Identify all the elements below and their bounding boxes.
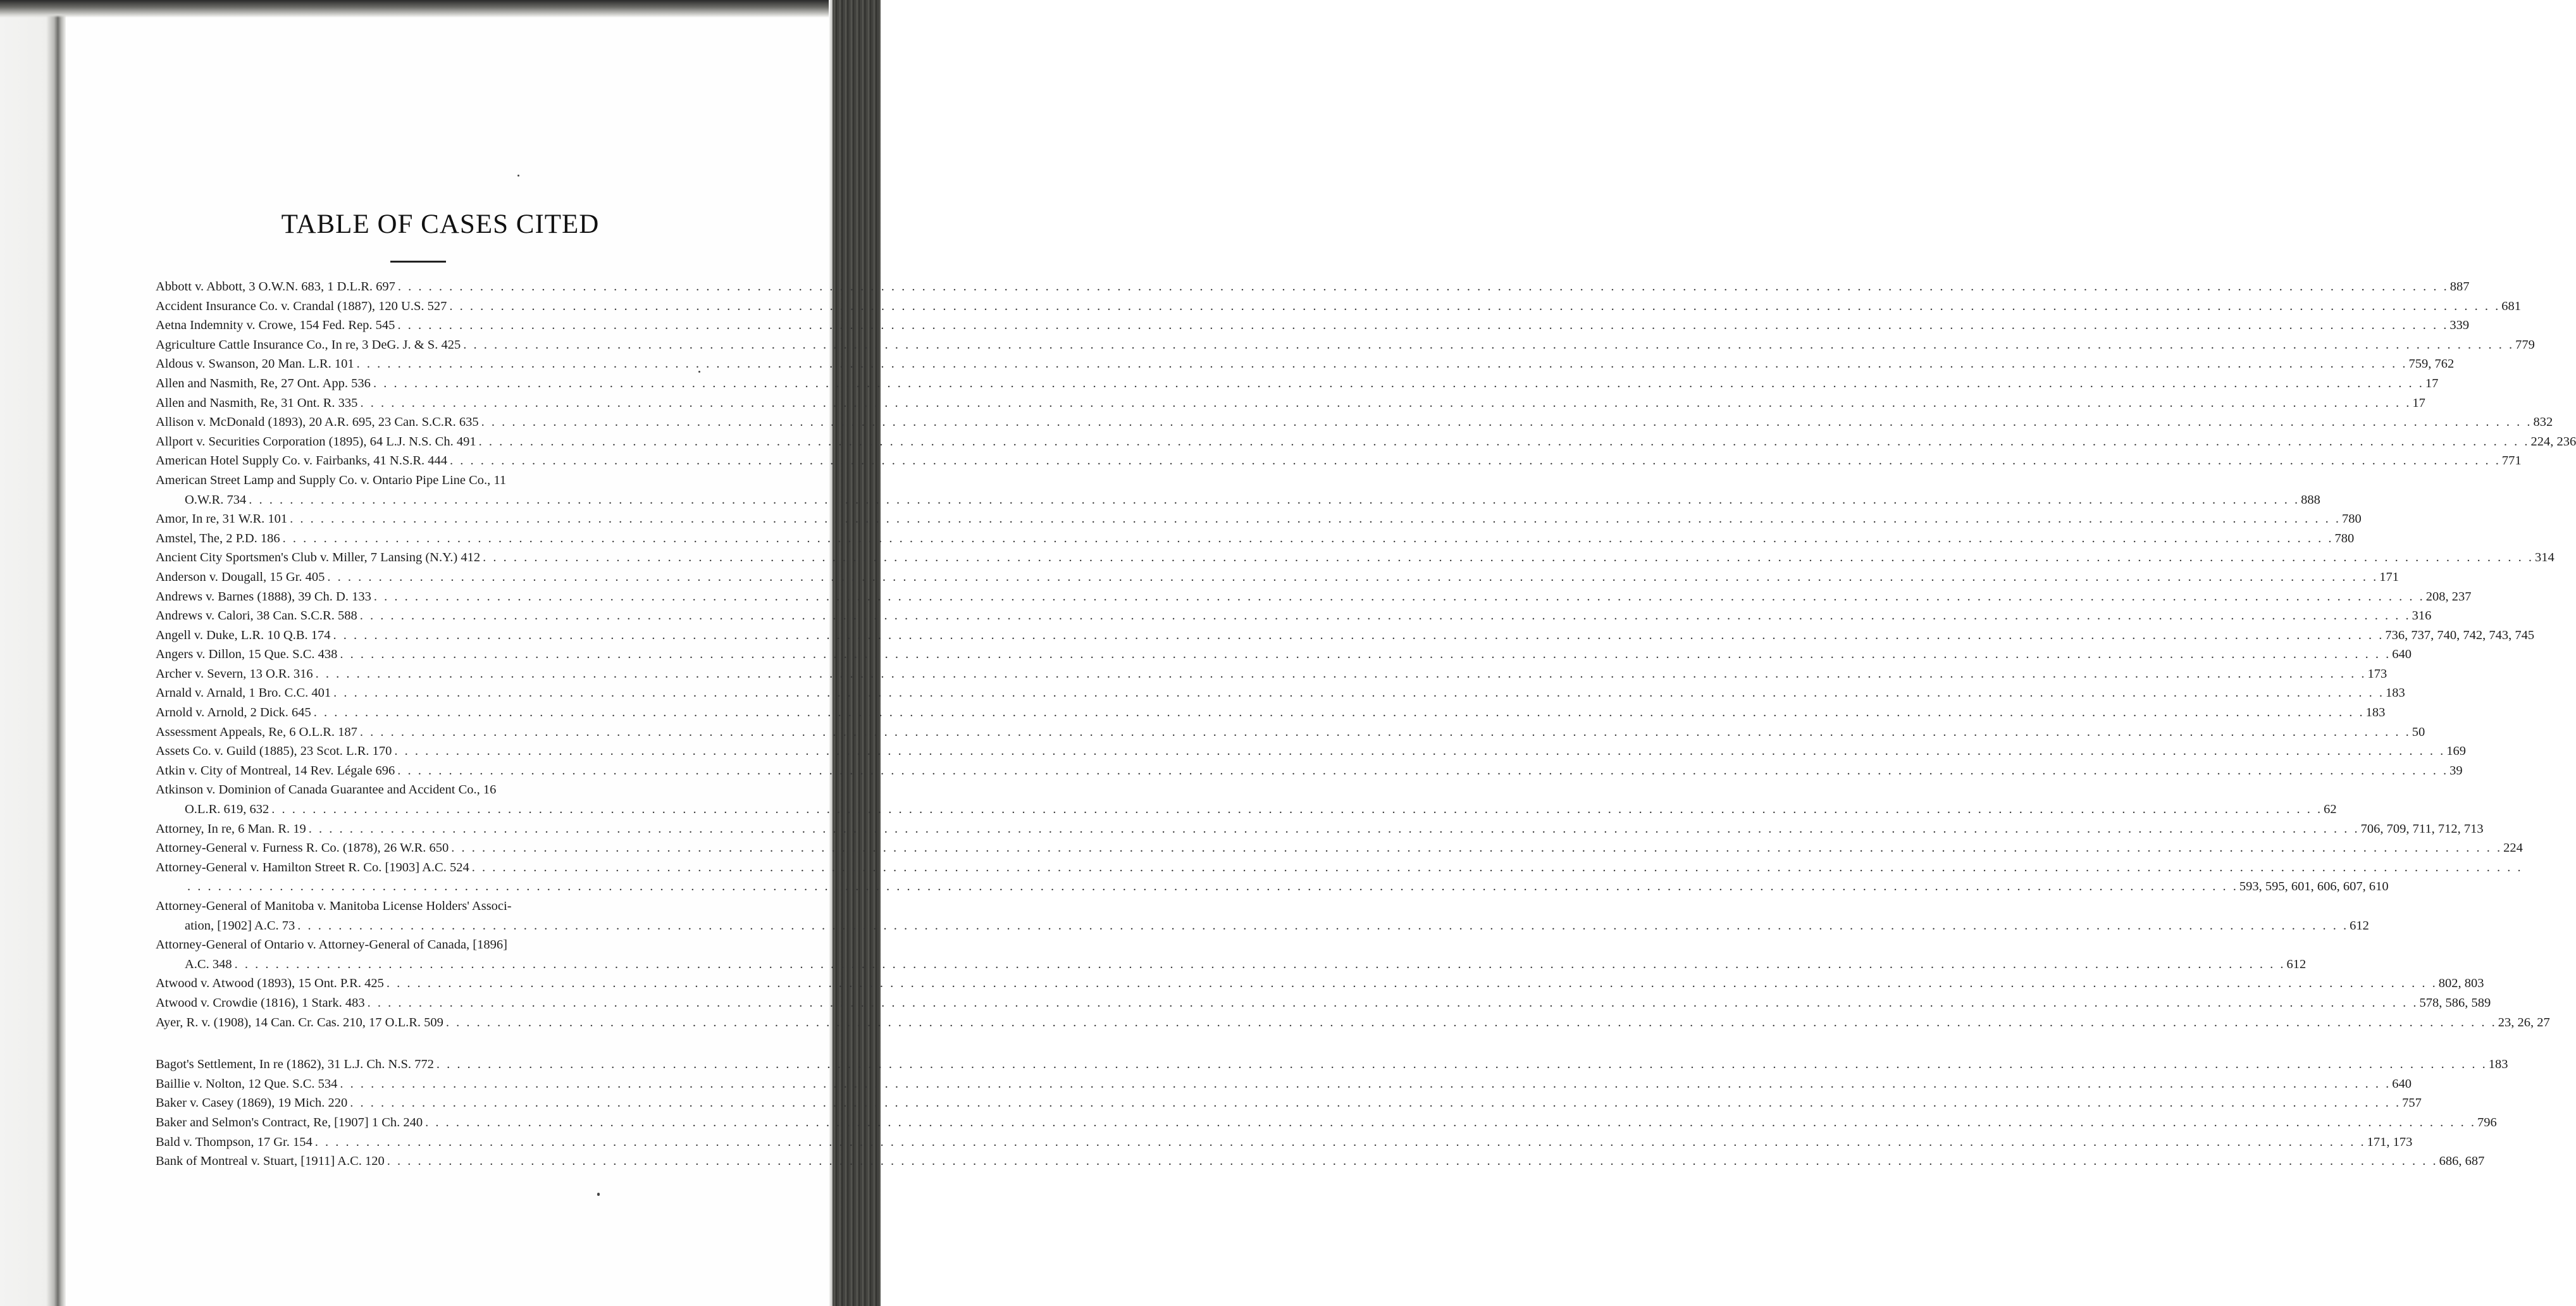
case-entry	[156, 780, 685, 800]
case-name: Attorney-General of Ontario v. Attorney-General of Canada, [1896]	[156, 938, 507, 952]
page-numbers: 736, 737, 740, 742, 743, 745	[2385, 628, 2535, 642]
case-entry	[156, 645, 2412, 664]
page-numbers: 796	[2477, 1115, 2497, 1129]
leader-dots: . . . . . . . . . . . . . . . . . . . . . . . . . . . . . . . . . . . . . . . . . . . . . . . . . . . . . . . . . . . . . . . . . . . . . . . . . . . . . . . . . . . . . . . . . . . . . . . . . . . . . . . . . . . . . . . . . . . . . . . . . . . . . . . . . . . . . . . . . . . . . . . . . . . . . . . . . . . . . . . . . . . . . . . . . . . . . . . . . . . . . . . . . . . . . . . . . . . . . . . .	[471, 860, 2523, 874]
case-entry	[156, 1074, 2412, 1094]
leader-dots: . . . . . . . . . . . . . . . . . . . . . . . . . . . . . . . . . . . . . . . . . . . . . . . . . . . . . . . . . . . . . . . . . . . . . . . . . . . . . . . . . . . . . . . . . . . . . . . . . . . . . . . . . . . . . . . . . . . . . . . . . . . . . . . . . . . . . . . . . . . . . . . . . . . . . . . . . . . . . . . . . . . . . . . . . . . . . . . . . . . . . . . . . . . . . . . . . . . . . . . .	[386, 976, 2437, 991]
page-numbers: 612	[2286, 957, 2307, 971]
page-numbers: 640	[2392, 1076, 2412, 1091]
case-name: Attorney, In re, 6 Man. R. 19	[156, 821, 306, 836]
case-entry	[156, 819, 2484, 839]
case-entry	[156, 683, 2405, 703]
page-numbers: 23, 26, 27	[2498, 1015, 2550, 1029]
leader-dots: . . . . . . . . . . . . . . . . . . . . . . . . . . . . . . . . . . . . . . . . . . . . . . . . . . . . . . . . . . . . . . . . . . . . . . . . . . . . . . . . . . . . . . . . . . . . . . . . . . . . . . . . . . . . . . . . . . . . . . . . . . . . . . . . . . . . . . . . . . . . . . . . . . . . . . . . . . . . . . . . . . . . . . . . . . . . . . . . . . . . . . . . . . . . . . . . . . . . . . . .	[187, 880, 2238, 894]
leader-dots: . . . . . . . . . . . . . . . . . . . . . . . . . . . . . . . . . . . . . . . . . . . . . . . . . . . . . . . . . . . . . . . . . . . . . . . . . . . . . . . . . . . . . . . . . . . . . . . . . . . . . . . . . . . . . . . . . . . . . . . . . . . . . . . . . . . . . . . . . . . . . . . . . . . . . . . . . . . . . . . . . . . . . . . . . . . . . . . . . . . . . . . . . . . . . . . . . . . . . . . .	[333, 628, 2384, 642]
case-entry	[156, 916, 2369, 936]
case-name: Atkinson v. Dominion of Canada Guarantee and Accident Co., 16	[156, 783, 497, 797]
leader-dots: . . . . . . . . . . . . . . . . . . . . . . . . . . . . . . . . . . . . . . . . . . . . . . . . . . . . . . . . . . . . . . . . . . . . . . . . . . . . . . . . . . . . . . . . . . . . . . . . . . . . . . . . . . . . . . . . . . . . . . . . . . . . . . . . . . . . . . . . . . . . . . . . . . . . . . . . . . . . . . . . . . . . . . . . . . . . . . . . . . . . . . . . . . . . . . . . . . . . . . . .	[313, 706, 2365, 720]
case-name: Attorney-General v. Furness R. Co. (1878), 26 W.R. 650	[156, 841, 449, 855]
case-name: Andrews v. Calori, 38 Can. S.C.R. 588	[156, 609, 357, 623]
title-rule	[390, 261, 446, 263]
page-numbers: 314	[2534, 550, 2554, 565]
case-name: A.C. 348	[185, 957, 232, 971]
case-name: Aetna Indemnity v. Crowe, 154 Fed. Rep. 545	[156, 318, 395, 333]
page-numbers: 17	[2425, 376, 2439, 390]
page-numbers: 640	[2392, 647, 2412, 662]
leader-dots: . . . . . . . . . . . . . . . . . . . . . . . . . . . . . . . . . . . . . . . . . . . . . . . . . . . . . . . . . . . . . . . . . . . . . . . . . . . . . . . . . . . . . . . . . . . . . . . . . . . . . . . . . . . . . . . . . . . . . . . . . . . . . . . . . . . . . . . . . . . . . . . . . . . . . . . . . . . . . . . . . . . . . . . . . . . . . . . . . . . . . . . . . . . . . . . . . . . . . . . .	[271, 802, 2323, 817]
page-numbers: 183	[2488, 1057, 2508, 1072]
page-numbers: 888	[2301, 492, 2320, 507]
case-name: American Street Lamp and Supply Co. v. Ontario Pipe Line Co., 11	[156, 473, 507, 487]
page-title: TABLE OF CASES CITED	[281, 209, 600, 239]
case-name: Arnold v. Arnold, 2 Dick. 645	[156, 706, 311, 720]
case-entry	[156, 858, 2523, 878]
case-entry	[156, 877, 2389, 897]
case-entry	[156, 1055, 2508, 1074]
case-name: Archer v. Severn, 13 O.R. 316	[156, 666, 313, 681]
page-numbers: 62	[2324, 802, 2337, 817]
page-numbers: 173	[2367, 666, 2387, 681]
case-entry	[156, 1133, 2413, 1152]
case-entry	[156, 509, 2362, 529]
case-name: Aldous v. Swanson, 20 Man. L.R. 101	[156, 357, 354, 371]
leader-dots: . . . . . . . . . . . . . . . . . . . . . . . . . . . . . . . . . . . . . . . . . . . . . . . . . . . . . . . . . . . . . . . . . . . . . . . . . . . . . . . . . . . . . . . . . . . . . . . . . . . . . . . . . . . . . . . . . . . . . . . . . . . . . . . . . . . . . . . . . . . . . . . . . . . . . . . . . . . . . . . . . . . . . . . . . . . . . . . . . . . . . . . . . . . . . . . . . . . . . . . .	[445, 1015, 2497, 1029]
page-numbers: 183	[2386, 686, 2405, 700]
case-entry	[156, 993, 2491, 1013]
case-entry	[156, 374, 2439, 394]
page-numbers: 780	[2334, 531, 2355, 545]
case-entry	[156, 606, 2432, 626]
leader-dots: . . . . . . . . . . . . . . . . . . . . . . . . . . . . . . . . . . . . . . . . . . . . . . . . . . . . . . . . . . . . . . . . . . . . . . . . . . . . . . . . . . . . . . . . . . . . . . . . . . . . . . . . . . . . . . . . . . . . . . . . . . . . . . . . . . . . . . . . . . . . . . . . . . . . . . . . . . . . . . . . . . . . . . . . . . . . . . . . . . . . . . . . . . . . . . . . . . . . . . . .	[481, 415, 2532, 430]
leader-dots: . . . . . . . . . . . . . . . . . . . . . . . . . . . . . . . . . . . . . . . . . . . . . . . . . . . . . . . . . . . . . . . . . . . . . . . . . . . . . . . . . . . . . . . . . . . . . . . . . . . . . . . . . . . . . . . . . . . . . . . . . . . . . . . . . . . . . . . . . . . . . . . . . . . . . . . . . . . . . . . . . . . . . . . . . . . . . . . . . . . . . . . . . . . . . . . . . . . . . . . .	[397, 763, 2449, 778]
leader-dots: . . . . . . . . . . . . . . . . . . . . . . . . . . . . . . . . . . . . . . . . . . . . . . . . . . . . . . . . . . . . . . . . . . . . . . . . . . . . . . . . . . . . . . . . . . . . . . . . . . . . . . . . . . . . . . . . . . . . . . . . . . . . . . . . . . . . . . . . . . . . . . . . . . . . . . . . . . . . . . . . . . . . . . . . . . . . . . . . . . . . . . . . . . . . . . . . . . . . . . . .	[327, 569, 2379, 584]
leader-dots: . . . . . . . . . . . . . . . . . . . . . . . . . . . . . . . . . . . . . . . . . . . . . . . . . . . . . . . . . . . . . . . . . . . . . . . . . . . . . . . . . . . . . . . . . . . . . . . . . . . . . . . . . . . . . . . . . . . . . . . . . . . . . . . . . . . . . . . . . . . . . . . . . . . . . . . . . . . . . . . . . . . . . . . . . . . . . . . . . . . . . . . . . . . . . . . . . . . . . . . .	[333, 686, 2384, 700]
page-numbers: 224	[2503, 841, 2523, 855]
leader-dots: . . . . . . . . . . . . . . . . . . . . . . . . . . . . . . . . . . . . . . . . . . . . . . . . . . . . . . . . . . . . . . . . . . . . . . . . . . . . . . . . . . . . . . . . . . . . . . . . . . . . . . . . . . . . . . . . . . . . . . . . . . . . . . . . . . . . . . . . . . . . . . . . . . . . . . . . . . . . . . . . . . . . . . . . . . . . . . . . . . . . . . . . . . . . . . . . . . . . . . . .	[282, 531, 2334, 545]
leader-dots: . . . . . . . . . . . . . . . . . . . . . . . . . . . . . . . . . . . . . . . . . . . . . . . . . . . . . . . . . . . . . . . . . . . . . . . . . . . . . . . . . . . . . . . . . . . . . . . . . . . . . . . . . . . . . . . . . . . . . . . . . . . . . . . . . . . . . . . . . . . . . . . . . . . . . . . . . . . . . . . . . . . . . . . . . . . . . . . . . . . . . . . . . . . . . . . . . . . . . . . .	[340, 647, 2391, 662]
page-numbers: 171, 173	[2367, 1135, 2413, 1149]
leader-dots: . . . . . . . . . . . . . . . . . . . . . . . . . . . . . . . . . . . . . . . . . . . . . . . . . . . . . . . . . . . . . . . . . . . . . . . . . . . . . . . . . . . . . . . . . . . . . . . . . . . . . . . . . . . . . . . . . . . . . . . . . . . . . . . . . . . . . . . . . . . . . . . . . . . . . . . . . . . . . . . . . . . . . . . . . . . . . . . . . . . . . . . . . . . . . . . . . . . . . . . .	[483, 550, 2534, 565]
leader-dots: . . . . . . . . . . . . . . . . . . . . . . . . . . . . . . . . . . . . . . . . . . . . . . . . . . . . . . . . . . . . . . . . . . . . . . . . . . . . . . . . . . . . . . . . . . . . . . . . . . . . . . . . . . . . . . . . . . . . . . . . . . . . . . . . . . . . . . . . . . . . . . . . . . . . . . . . . . . . . . . . . . . . . . . . . . . . . . . . . . . . . . . . . . . . . . . . . . . . . . . .	[350, 1096, 2401, 1110]
case-entry	[156, 297, 2522, 316]
case-entry	[156, 354, 2455, 374]
case-name: Assessment Appeals, Re, 6 O.L.R. 187	[156, 725, 357, 739]
case-name: Ancient City Sportsmen's Club v. Miller, 7 Lansing (N.Y.) 412	[156, 550, 481, 565]
page-numbers: 316	[2412, 609, 2432, 623]
leader-dots: . . . . . . . . . . . . . . . . . . . . . . . . . . . . . . . . . . . . . . . . . . . . . . . . . . . . . . . . . . . . . . . . . . . . . . . . . . . . . . . . . . . . . . . . . . . . . . . . . . . . . . . . . . . . . . . . . . . . . . . . . . . . . . . . . . . . . . . . . . . . . . . . . . . . . . . . . . . . . . . . . . . . . . . . . . . . . . . . . . . . . . . . . . . . . . . . . . . . . . . .	[397, 280, 2449, 294]
leader-dots: . . . . . . . . . . . . . . . . . . . . . . . . . . . . . . . . . . . . . . . . . . . . . . . . . . . . . . . . . . . . . . . . . . . . . . . . . . . . . . . . . . . . . . . . . . . . . . . . . . . . . . . . . . . . . . . . . . . . . . . . . . . . . . . . . . . . . . . . . . . . . . . . . . . . . . . . . . . . . . . . . . . . . . . . . . . . . . . . . . . . . . . . . . . . . . . . . . . . . . . .	[290, 512, 2341, 526]
leader-dots: . . . . . . . . . . . . . . . . . . . . . . . . . . . . . . . . . . . . . . . . . . . . . . . . . . . . . . . . . . . . . . . . . . . . . . . . . . . . . . . . . . . . . . . . . . . . . . . . . . . . . . . . . . . . . . . . . . . . . . . . . . . . . . . . . . . . . . . . . . . . . . . . . . . . . . . . . . . . . . . . . . . . . . . . . . . . . . . . . . . . . . . . . . . . . . . . . . . . . . . .	[425, 1115, 2477, 1129]
case-name: Bagot's Settlement, In re (1862), 31 L.J. Ch. N.S. 772	[156, 1057, 434, 1072]
case-name: Allen and Nasmith, Re, 27 Ont. App. 536	[156, 376, 371, 390]
case-name: Assets Co. v. Guild (1885), 23 Scot. L.R. 170	[156, 744, 392, 759]
case-name	[156, 877, 185, 897]
case-name: Agriculture Cattle Insurance Co., In re, 3 DeG. J. & S. 425	[156, 337, 461, 352]
case-name: Amstel, The, 2 P.D. 186	[156, 531, 280, 545]
case-name: Bank of Montreal v. Stuart, [1911] A.C. 120	[156, 1154, 385, 1169]
leader-dots: . . . . . . . . . . . . . . . . . . . . . . . . . . . . . . . . . . . . . . . . . . . . . . . . . . . . . . . . . . . . . . . . . . . . . . . . . . . . . . . . . . . . . . . . . . . . . . . . . . . . . . . . . . . . . . . . . . . . . . . . . . . . . . . . . . . . . . . . . . . . . . . . . . . . . . . . . . . . . . . . . . . . . . . . . . . . . . . . . . . . . . . . . . . . . . . . . . . . . . . .	[397, 318, 2449, 333]
scan-speck	[698, 371, 700, 373]
leader-dots: . . . . . . . . . . . . . . . . . . . . . . . . . . . . . . . . . . . . . . . . . . . . . . . . . . . . . . . . . . . . . . . . . . . . . . . . . . . . . . . . . . . . . . . . . . . . . . . . . . . . . . . . . . . . . . . . . . . . . . . . . . . . . . . . . . . . . . . . . . . . . . . . . . . . . . . . . . . . . . . . . . . . . . . . . . . . . . . . . . . . . . . . . . . . . . . . . . . . . . . .	[373, 376, 2424, 390]
leader-dots: . . . . . . . . . . . . . . . . . . . . . . . . . . . . . . . . . . . . . . . . . . . . . . . . . . . . . . . . . . . . . . . . . . . . . . . . . . . . . . . . . . . . . . . . . . . . . . . . . . . . . . . . . . . . . . . . . . . . . . . . . . . . . . . . . . . . . . . . . . . . . . . . . . . . . . . . . . . . . . . . . . . . . . . . . . . . . . . . . . . . . . . . . . . . . . . . . . . . . . . .	[315, 666, 2367, 681]
case-name: Allport v. Securities Corporation (1895), 64 L.J. N.S. Ch. 491	[156, 434, 476, 449]
case-entry	[156, 955, 2307, 974]
case-entry	[156, 587, 2472, 607]
case-name: Accident Insurance Co. v. Crandal (1887), 120 U.S. 527	[156, 299, 447, 313]
case-name: Arnald v. Arnald, 1 Bro. C.C. 401	[156, 686, 331, 700]
case-entry	[156, 935, 685, 955]
case-entry	[156, 529, 2355, 549]
scan-top-shadow	[0, 0, 881, 18]
leader-dots: . . . . . . . . . . . . . . . . . . . . . . . . . . . . . . . . . . . . . . . . . . . . . . . . . . . . . . . . . . . . . . . . . . . . . . . . . . . . . . . . . . . . . . . . . . . . . . . . . . . . . . . . . . . . . . . . . . . . . . . . . . . . . . . . . . . . . . . . . . . . . . . . . . . . . . . . . . . . . . . . . . . . . . . . . . . . . . . . . . . . . . . . . . . . . . . . . . . . . . . .	[436, 1057, 2487, 1072]
page-numbers: 706, 709, 711, 712, 713	[2360, 821, 2484, 836]
case-entry	[156, 394, 2425, 413]
scan-speck	[517, 175, 519, 177]
leader-dots: . . . . . . . . . . . . . . . . . . . . . . . . . . . . . . . . . . . . . . . . . . . . . . . . . . . . . . . . . . . . . . . . . . . . . . . . . . . . . . . . . . . . . . . . . . . . . . . . . . . . . . . . . . . . . . . . . . . . . . . . . . . . . . . . . . . . . . . . . . . . . . . . . . . . . . . . . . . . . . . . . . . . . . . . . . . . . . . . . . . . . . . . . . . . . . . . . . . . . . . .	[394, 744, 2446, 759]
case-name: Anderson v. Dougall, 15 Gr. 405	[156, 569, 325, 584]
leader-dots: . . . . . . . . . . . . . . . . . . . . . . . . . . . . . . . . . . . . . . . . . . . . . . . . . . . . . . . . . . . . . . . . . . . . . . . . . . . . . . . . . . . . . . . . . . . . . . . . . . . . . . . . . . . . . . . . . . . . . . . . . . . . . . . . . . . . . . . . . . . . . . . . . . . . . . . . . . . . . . . . . . . . . . . . . . . . . . . . . . . . . . . . . . . . . . . . . . . . . . . .	[314, 1135, 2366, 1149]
leader-dots: . . . . . . . . . . . . . . . . . . . . . . . . . . . . . . . . . . . . . . . . . . . . . . . . . . . . . . . . . . . . . . . . . . . . . . . . . . . . . . . . . . . . . . . . . . . . . . . . . . . . . . . . . . . . . . . . . . . . . . . . . . . . . . . . . . . . . . . . . . . . . . . . . . . . . . . . . . . . . . . . . . . . . . . . . . . . . . . . . . . . . . . . . . . . . . . . . . . . . . . .	[356, 357, 2408, 371]
case-name: O.L.R. 619, 632	[185, 802, 269, 817]
case-entry	[156, 1113, 2497, 1133]
page-numbers: 169	[2446, 744, 2466, 759]
page-numbers: 780	[2342, 512, 2362, 526]
case-name: Attorney-General v. Hamilton Street R. Co. [1903] A.C. 524	[156, 860, 469, 874]
case-entry	[156, 490, 2320, 510]
leader-dots: . . . . . . . . . . . . . . . . . . . . . . . . . . . . . . . . . . . . . . . . . . . . . . . . . . . . . . . . . . . . . . . . . . . . . . . . . . . . . . . . . . . . . . . . . . . . . . . . . . . . . . . . . . . . . . . . . . . . . . . . . . . . . . . . . . . . . . . . . . . . . . . . . . . . . . . . . . . . . . . . . . . . . . . . . . . . . . . . . . . . . . . . . . . . . . . . . . . . . . . .	[367, 995, 2418, 1010]
case-name: Angell v. Duke, L.R. 10 Q.B. 174	[156, 628, 331, 642]
case-name: Baillie v. Nolton, 12 Que. S.C. 534	[156, 1076, 338, 1091]
leader-dots: . . . . . . . . . . . . . . . . . . . . . . . . . . . . . . . . . . . . . . . . . . . . . . . . . . . . . . . . . . . . . . . . . . . . . . . . . . . . . . . . . . . . . . . . . . . . . . . . . . . . . . . . . . . . . . . . . . . . . . . . . . . . . . . . . . . . . . . . . . . . . . . . . . . . . . . . . . . . . . . . . . . . . . . . . . . . . . . . . . . . . . . . . . . . . . . . . . . . . . . .	[249, 492, 2300, 507]
case-entry	[156, 471, 685, 490]
leader-dots: . . . . . . . . . . . . . . . . . . . . . . . . . . . . . . . . . . . . . . . . . . . . . . . . . . . . . . . . . . . . . . . . . . . . . . . . . . . . . . . . . . . . . . . . . . . . . . . . . . . . . . . . . . . . . . . . . . . . . . . . . . . . . . . . . . . . . . . . . . . . . . . . . . . . . . . . . . . . . . . . . . . . . . . . . . . . . . . . . . . . . . . . . . . . . . . . . . . . . . . .	[373, 589, 2425, 604]
page-numbers: 224, 236	[2530, 434, 2576, 449]
case-name: Atkin v. City of Montreal, 14 Rev. Légale 696	[156, 763, 395, 778]
page-numbers: 771	[2501, 454, 2522, 468]
case-entry	[156, 1013, 2550, 1033]
page-numbers: 681	[2501, 299, 2522, 313]
case-name: O.W.R. 734	[185, 492, 247, 507]
section-gap	[156, 1032, 685, 1055]
page-numbers: 757	[2402, 1096, 2422, 1110]
page-numbers: 832	[2533, 415, 2553, 430]
page-numbers: 612	[2350, 918, 2369, 933]
case-entry	[156, 742, 2466, 761]
case-entry	[156, 626, 2535, 645]
page-numbers: 593, 595, 601, 606, 607, 610	[2239, 880, 2389, 894]
cases-list	[156, 277, 2576, 1171]
leader-dots: . . . . . . . . . . . . . . . . . . . . . . . . . . . . . . . . . . . . . . . . . . . . . . . . . . . . . . . . . . . . . . . . . . . . . . . . . . . . . . . . . . . . . . . . . . . . . . . . . . . . . . . . . . . . . . . . . . . . . . . . . . . . . . . . . . . . . . . . . . . . . . . . . . . . . . . . . . . . . . . . . . . . . . . . . . . . . . . . . . . . . . . . . . . . . . . . . . . . . . . .	[360, 395, 2412, 410]
leader-dots: . . . . . . . . . . . . . . . . . . . . . . . . . . . . . . . . . . . . . . . . . . . . . . . . . . . . . . . . . . . . . . . . . . . . . . . . . . . . . . . . . . . . . . . . . . . . . . . . . . . . . . . . . . . . . . . . . . . . . . . . . . . . . . . . . . . . . . . . . . . . . . . . . . . . . . . . . . . . . . . . . . . . . . . . . . . . . . . . . . . . . . . . . . . . . . . . . . . . . . . .	[478, 434, 2530, 449]
case-entry	[156, 568, 2400, 587]
cases-list-a	[156, 277, 2576, 1032]
page-numbers: 887	[2449, 280, 2470, 294]
case-name: ation, [1902] A.C. 73	[185, 918, 295, 933]
case-name: Atwood v. Crowdie (1816), 1 Stark. 483	[156, 995, 365, 1010]
case-entry	[156, 761, 2463, 781]
page-numbers: 208, 237	[2425, 589, 2472, 604]
page-numbers: 183	[2365, 706, 2386, 720]
case-entry	[156, 1152, 2485, 1171]
page-numbers: 339	[2449, 318, 2470, 333]
case-entry	[156, 1093, 2422, 1113]
page-numbers: 17	[2412, 395, 2425, 410]
page-numbers: 779	[2515, 337, 2535, 352]
leader-dots: . . . . . . . . . . . . . . . . . . . . . . . . . . . . . . . . . . . . . . . . . . . . . . . . . . . . . . . . . . . . . . . . . . . . . . . . . . . . . . . . . . . . . . . . . . . . . . . . . . . . . . . . . . . . . . . . . . . . . . . . . . . . . . . . . . . . . . . . . . . . . . . . . . . . . . . . . . . . . . . . . . . . . . . . . . . . . . . . . . . . . . . . . . . . . . . . . . . . . . . .	[297, 918, 2349, 933]
cases-list-b	[156, 1055, 2508, 1171]
case-entry	[156, 548, 2554, 568]
case-name: Allison v. McDonald (1893), 20 A.R. 695, 23 Can. S.C.R. 635	[156, 415, 479, 430]
case-entry	[156, 800, 2337, 819]
page-numbers: 802, 803	[2438, 976, 2484, 991]
leader-dots: . . . . . . . . . . . . . . . . . . . . . . . . . . . . . . . . . . . . . . . . . . . . . . . . . . . . . . . . . . . . . . . . . . . . . . . . . . . . . . . . . . . . . . . . . . . . . . . . . . . . . . . . . . . . . . . . . . . . . . . . . . . . . . . . . . . . . . . . . . . . . . . . . . . . . . . . . . . . . . . . . . . . . . . . . . . . . . . . . . . . . . . . . . . . . . . . . . . . . . . .	[451, 841, 2503, 855]
case-entry	[156, 451, 2522, 471]
case-entry	[156, 664, 2387, 684]
leader-dots: . . . . . . . . . . . . . . . . . . . . . . . . . . . . . . . . . . . . . . . . . . . . . . . . . . . . . . . . . . . . . . . . . . . . . . . . . . . . . . . . . . . . . . . . . . . . . . . . . . . . . . . . . . . . . . . . . . . . . . . . . . . . . . . . . . . . . . . . . . . . . . . . . . . . . . . . . . . . . . . . . . . . . . . . . . . . . . . . . . . . . . . . . . . . . . . . . . . . . . . .	[340, 1076, 2391, 1091]
case-name: Baker v. Casey (1869), 19 Mich. 220	[156, 1096, 348, 1110]
case-name: Baker and Selmon's Contract, Re, [1907] 1 Ch. 240	[156, 1115, 423, 1129]
case-name: Bald v. Thompson, 17 Gr. 154	[156, 1135, 313, 1149]
case-name: Atwood v. Atwood (1893), 15 Ont. P.R. 425	[156, 976, 384, 991]
case-name: Ayer, R. v. (1908), 14 Can. Cr. Cas. 210, 17 O.L.R. 509	[156, 1015, 443, 1029]
case-entry	[156, 897, 685, 916]
case-name: American Hotel Supply Co. v. Fairbanks, 41 N.S.R. 444	[156, 454, 448, 468]
leader-dots: . . . . . . . . . . . . . . . . . . . . . . . . . . . . . . . . . . . . . . . . . . . . . . . . . . . . . . . . . . . . . . . . . . . . . . . . . . . . . . . . . . . . . . . . . . . . . . . . . . . . . . . . . . . . . . . . . . . . . . . . . . . . . . . . . . . . . . . . . . . . . . . . . . . . . . . . . . . . . . . . . . . . . . . . . . . . . . . . . . . . . . . . . . . . . . . . . . . . . . . .	[463, 337, 2515, 352]
leader-dots: . . . . . . . . . . . . . . . . . . . . . . . . . . . . . . . . . . . . . . . . . . . . . . . . . . . . . . . . . . . . . . . . . . . . . . . . . . . . . . . . . . . . . . . . . . . . . . . . . . . . . . . . . . . . . . . . . . . . . . . . . . . . . . . . . . . . . . . . . . . . . . . . . . . . . . . . . . . . . . . . . . . . . . . . . . . . . . . . . . . . . . . . . . . . . . . . . . . . . . . .	[359, 609, 2411, 623]
case-entry	[156, 432, 2576, 452]
leader-dots: . . . . . . . . . . . . . . . . . . . . . . . . . . . . . . . . . . . . . . . . . . . . . . . . . . . . . . . . . . . . . . . . . . . . . . . . . . . . . . . . . . . . . . . . . . . . . . . . . . . . . . . . . . . . . . . . . . . . . . . . . . . . . . . . . . . . . . . . . . . . . . . . . . . . . . . . . . . . . . . . . . . . . . . . . . . . . . . . . . . . . . . . . . . . . . . . . . . . . . . .	[449, 299, 2501, 313]
case-name: Allen and Nasmith, Re, 31 Ont. R. 335	[156, 395, 358, 410]
page-numbers: 578, 586, 589	[2419, 995, 2491, 1010]
page-numbers: 686, 687	[2439, 1154, 2485, 1169]
leader-dots: . . . . . . . . . . . . . . . . . . . . . . . . . . . . . . . . . . . . . . . . . . . . . . . . . . . . . . . . . . . . . . . . . . . . . . . . . . . . . . . . . . . . . . . . . . . . . . . . . . . . . . . . . . . . . . . . . . . . . . . . . . . . . . . . . . . . . . . . . . . . . . . . . . . . . . . . . . . . . . . . . . . . . . . . . . . . . . . . . . . . . . . . . . . . . . . . . . . . . . . .	[359, 725, 2411, 739]
case-name: Amor, In re, 31 W.R. 101	[156, 512, 288, 526]
facing-page-binding	[0, 0, 66, 1306]
case-entry	[156, 316, 2470, 335]
case-name: Attorney-General of Manitoba v. Manitoba License Holders' Associ-	[156, 899, 512, 913]
leader-dots: . . . . . . . . . . . . . . . . . . . . . . . . . . . . . . . . . . . . . . . . . . . . . . . . . . . . . . . . . . . . . . . . . . . . . . . . . . . . . . . . . . . . . . . . . . . . . . . . . . . . . . . . . . . . . . . . . . . . . . . . . . . . . . . . . . . . . . . . . . . . . . . . . . . . . . . . . . . . . . . . . . . . . . . . . . . . . . . . . . . . . . . . . . . . . . . . . . . . . . . .	[450, 454, 2501, 468]
case-entry	[156, 723, 2425, 742]
case-entry	[156, 838, 2523, 858]
page-numbers: 50	[2412, 725, 2425, 739]
case-entry	[156, 277, 2470, 297]
case-entry	[156, 703, 2386, 723]
case-entry	[156, 413, 2553, 432]
page-numbers: 171	[2379, 569, 2400, 584]
case-entry	[156, 974, 2484, 993]
page-numbers: 39	[2449, 763, 2463, 778]
case-name: Abbott v. Abbott, 3 O.W.N. 683, 1 D.L.R. 697	[156, 280, 395, 294]
case-name: Andrews v. Barnes (1888), 39 Ch. D. 133	[156, 589, 371, 604]
scan-speck	[597, 1193, 600, 1196]
leader-dots: . . . . . . . . . . . . . . . . . . . . . . . . . . . . . . . . . . . . . . . . . . . . . . . . . . . . . . . . . . . . . . . . . . . . . . . . . . . . . . . . . . . . . . . . . . . . . . . . . . . . . . . . . . . . . . . . . . . . . . . . . . . . . . . . . . . . . . . . . . . . . . . . . . . . . . . . . . . . . . . . . . . . . . . . . . . . . . . . . . . . . . . . . . . . . . . . . . . . . . . .	[308, 821, 2360, 836]
leader-dots: . . . . . . . . . . . . . . . . . . . . . . . . . . . . . . . . . . . . . . . . . . . . . . . . . . . . . . . . . . . . . . . . . . . . . . . . . . . . . . . . . . . . . . . . . . . . . . . . . . . . . . . . . . . . . . . . . . . . . . . . . . . . . . . . . . . . . . . . . . . . . . . . . . . . . . . . . . . . . . . . . . . . . . . . . . . . . . . . . . . . . . . . . . . . . . . . . . . . . . . .	[234, 957, 2286, 971]
leader-dots: . . . . . . . . . . . . . . . . . . . . . . . . . . . . . . . . . . . . . . . . . . . . . . . . . . . . . . . . . . . . . . . . . . . . . . . . . . . . . . . . . . . . . . . . . . . . . . . . . . . . . . . . . . . . . . . . . . . . . . . . . . . . . . . . . . . . . . . . . . . . . . . . . . . . . . . . . . . . . . . . . . . . . . . . . . . . . . . . . . . . . . . . . . . . . . . . . . . . . . . .	[387, 1154, 2438, 1169]
page-numbers: 759, 762	[2408, 357, 2455, 371]
case-entry	[156, 335, 2535, 355]
case-name: Angers v. Dillon, 15 Que. S.C. 438	[156, 647, 338, 662]
